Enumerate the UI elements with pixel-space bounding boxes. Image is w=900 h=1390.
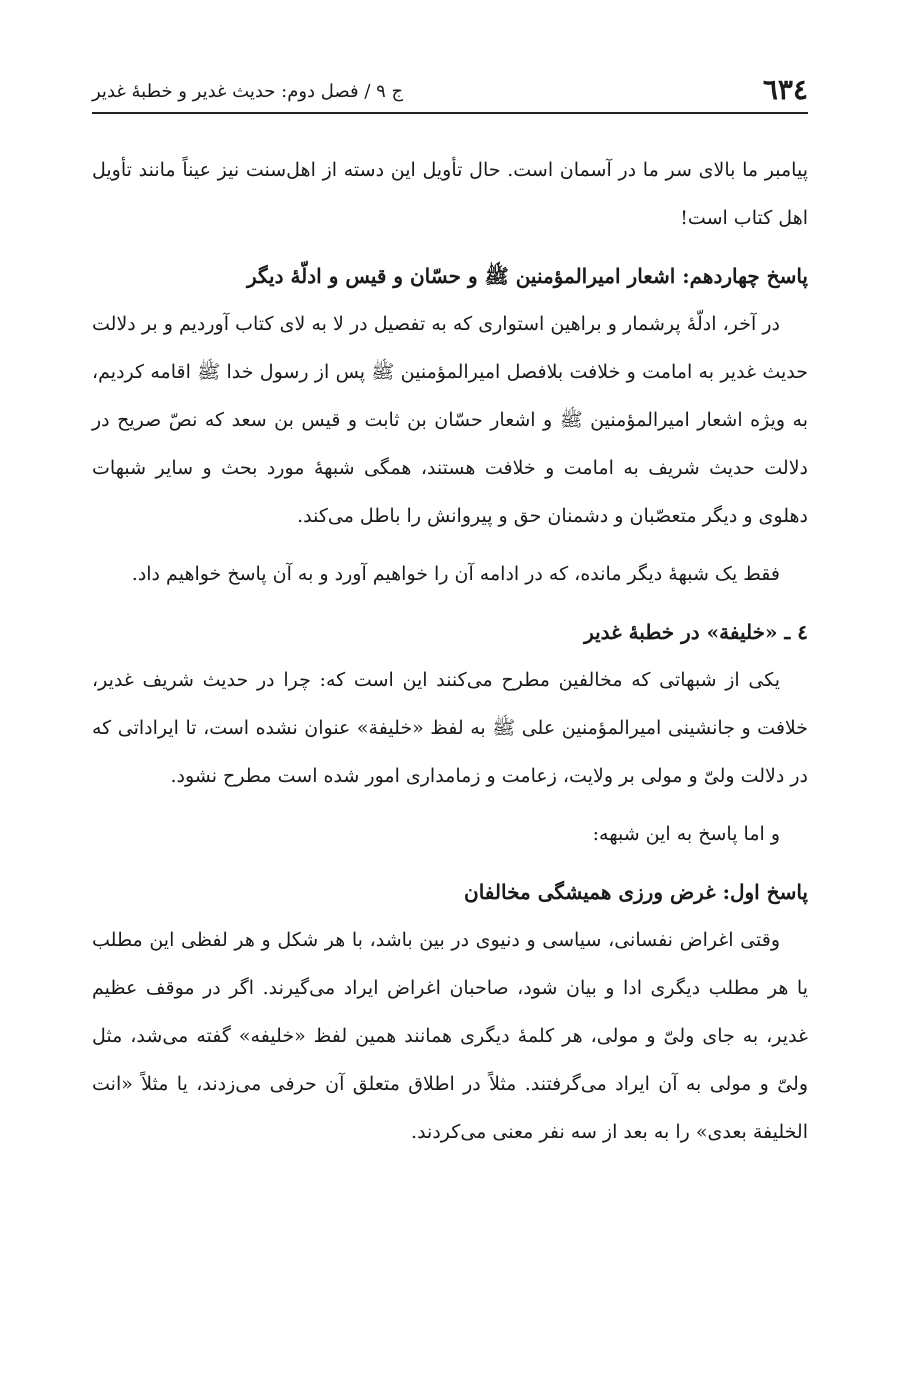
- running-title: ج ۹ / فصل دوم: حدیث غدیر و خطبهٔ غدیر: [92, 81, 404, 102]
- page-number: ٦٣٤: [762, 73, 808, 106]
- section-heading-first-answer: پاسخ اول: غرض ورزی همیشگی مخالفان: [464, 880, 808, 904]
- section-heading-fourteenth-answer: پاسخ چهاردهم: اشعار امیرالمؤمنین ﷺ و حسّان و قیس و ادلّهٔ دیگر: [246, 264, 808, 288]
- page-body: [92, 146, 808, 1156]
- paragraph-3: فقط یک شبهۀ دیگر مانده، که در ادامه آن را خواهیم آورد و به آن پاسخ خواهیم داد.: [131, 563, 780, 585]
- paragraph-5: و اما پاسخ به این شبهه:: [592, 823, 780, 845]
- page-header: [92, 66, 808, 114]
- section-heading-khalifa: ٤ ـ «خلیفة» در خطبهٔ غدیر: [584, 620, 808, 644]
- paragraph-6: وقتی اغراض نفسانی، سیاسی و دنیوی در بین باشد، با هر شکل و هر لفظی این مطلب یا هر مطلب دیگری ادا و بیان شود، صاحبان اغراض ایراد می‌گیرند. اگر در موقف عظیم غدیر، به جای ولیّ و مولی، هر کلمهٔ دیگری همانند همین لفظ «خلیفه» گفته می‌شد، مثل ولیّ و مولی به آن ایراد می‌گرفتند. مثلاً در اطلاق متعلق آن حرفی می‌زدند، یا مثلاً «انت الخلیفة بعدی» را به بعد از سه نفر معنی می‌کردند.: [92, 929, 808, 1143]
- paragraph-2: در آخر، ادلّهٔ پرشمار و براهین استواری که به تفصیل در لا به لای کتاب آوردیم و بر دلالت حدیث غدیر به امامت و خلافت بلافصل امیرالمؤمنین ﷺ پس از رسول خدا ﷺ اقامه کردیم، به ویژه اشعار امیرالمؤمنین ﷺ و اشعار حسّان بن ثابت و قیس بن سعد که نصّ صریح در دلالت حدیث شریف به امامت و خلافت هستند، همگی شبهۀ مورد بحث و سایر شبهات دهلوی و دیگر متعصّبان و دشمنان حق و پیروانش را باطل می‌کند.: [92, 313, 808, 527]
- paragraph-4: یکی از شبهاتی که مخالفین مطرح می‌کنند این است که: چرا در حدیث شریف غدیر، خلافت و جانشینی امیرالمؤمنین علی ﷺ به لفظ «خلیفة» عنوان نشده است، تا ایراداتی که در دلالت ولیّ و مولی بر ولایت، زعامت و زمامداری امور شده است مطرح نشود.: [92, 669, 808, 787]
- paragraph-1: پیامبر ما بالای سر ما در آسمان است. حال تأویل این دسته از اهل‌سنت نیز عیناً مانند تأویل اهل کتاب است!: [92, 159, 808, 229]
